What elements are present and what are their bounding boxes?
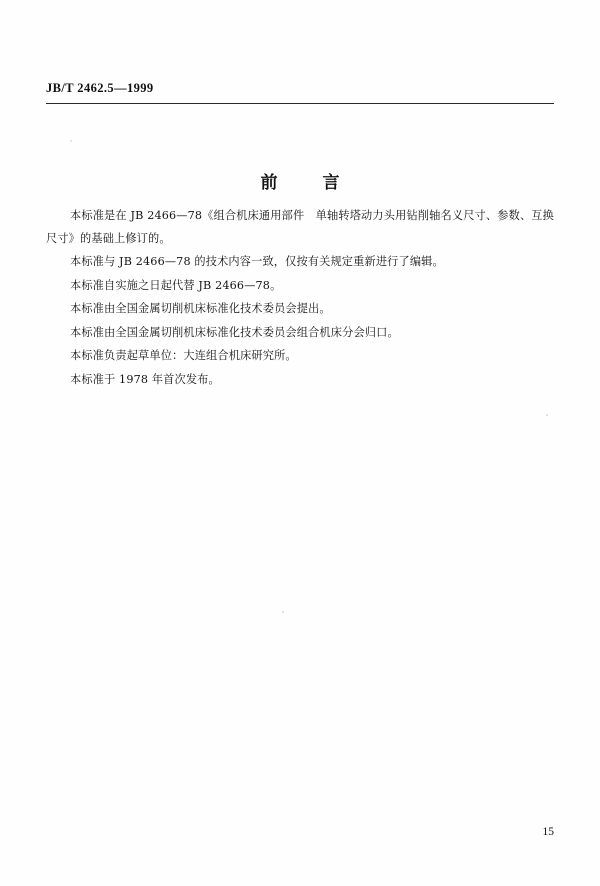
scan-speck [546, 414, 548, 416]
standard-code: JB/T 2462.5—1999 [46, 81, 154, 95]
paragraph: 本标准由全国金属切削机床标准化技术委员会提出。 [70, 302, 331, 315]
paragraph: 本标准与 JB 2466—78 的技术内容一致，仅按有关规定重新进行了编辑。 [70, 255, 444, 268]
paragraph: 本标准自实施之日起代替 JB 2466—78。 [70, 278, 282, 292]
paragraph: 本标准负责起草单位：大连组合机床研究所。 [70, 349, 297, 362]
page-number: 15 [542, 826, 554, 838]
page-title: 前 言 [260, 173, 354, 193]
paragraph: 本标准由全国金属切削机床标准化技术委员会组合机床分会归口。 [70, 325, 399, 339]
paragraph: 本标准是在 JB 2466—78《组合机床通用部件 单轴转塔动力头用钻削轴名义尺寸、参数、互换尺寸》的基础上修订的。 [46, 209, 554, 245]
paragraph: 本标准于 1978 年首次发布。 [70, 372, 220, 386]
foreword-body [46, 205, 554, 392]
scan-speck [282, 611, 284, 613]
scan-speck [70, 140, 72, 142]
header-rule [46, 103, 554, 104]
